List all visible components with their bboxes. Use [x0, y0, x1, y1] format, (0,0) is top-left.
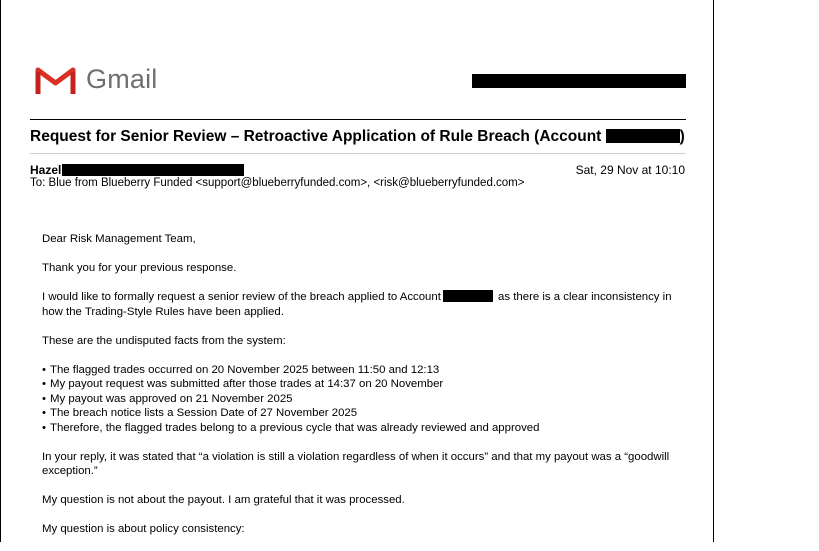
header-divider	[30, 119, 686, 120]
redacted-account-inline	[443, 290, 493, 302]
payout-note: My question is not about the payout. I am grateful that it was processed.	[42, 494, 405, 506]
request-text-1: I would like to formally request a senior review of the breach applied to Account	[42, 291, 441, 303]
redacted-sender-surname	[62, 164, 244, 176]
redacted-account-email	[472, 74, 686, 88]
request-paragraph	[42, 290, 687, 319]
email-body	[42, 232, 687, 551]
list-item: • The breach notice lists a Session Date of 27 November 2025	[42, 406, 687, 421]
list-item: • My payout request was submitted after those trades at 14:37 on 20 November	[42, 377, 687, 392]
request-text-2: as there is a clear inconsistency in how the Trading-Style Rules have been applied.	[42, 291, 672, 318]
gmail-m-icon	[35, 63, 76, 95]
facts-list	[42, 363, 687, 436]
thanks-paragraph: Thank you for your previous response.	[42, 262, 237, 274]
list-item: • The flagged trades occurred on 20 November 2025 between 11:50 and 12:13	[42, 363, 687, 378]
sender-name: Hazel	[30, 163, 62, 177]
email-date: Sat, 29 Nov at 10:10	[575, 163, 685, 177]
email-subject	[30, 128, 685, 146]
greeting: Dear Risk Management Team,	[42, 233, 196, 245]
redacted-account-number	[606, 129, 680, 143]
gmail-logo	[35, 63, 158, 95]
list-item: • My payout was approved on 21 November 2025	[42, 392, 687, 407]
recipients: To: Blue from Blueberry Funded <support@blueberryfunded.com>, <risk@blueberryfunded.com>	[30, 177, 525, 189]
sender	[30, 163, 244, 177]
subject-divider	[30, 153, 686, 154]
subject-suffix: )	[679, 128, 685, 145]
facts-intro: These are the undisputed facts from the system:	[42, 334, 286, 347]
gmail-wordmark: Gmail	[86, 63, 158, 94]
subject-text: Request for Senior Review – Retroactive Application of Rule Breach (Account	[30, 128, 602, 145]
reply-quote-paragraph: In your reply, it was stated that “a violation is still a violation regardless of when it occurs” and that my payout was a “goodwill exception.”	[42, 450, 670, 477]
policy-question: My question is about policy consistency:	[42, 523, 245, 535]
list-item: • Therefore, the flagged trades belong to a previous cycle that was already reviewed and approved	[42, 421, 687, 436]
